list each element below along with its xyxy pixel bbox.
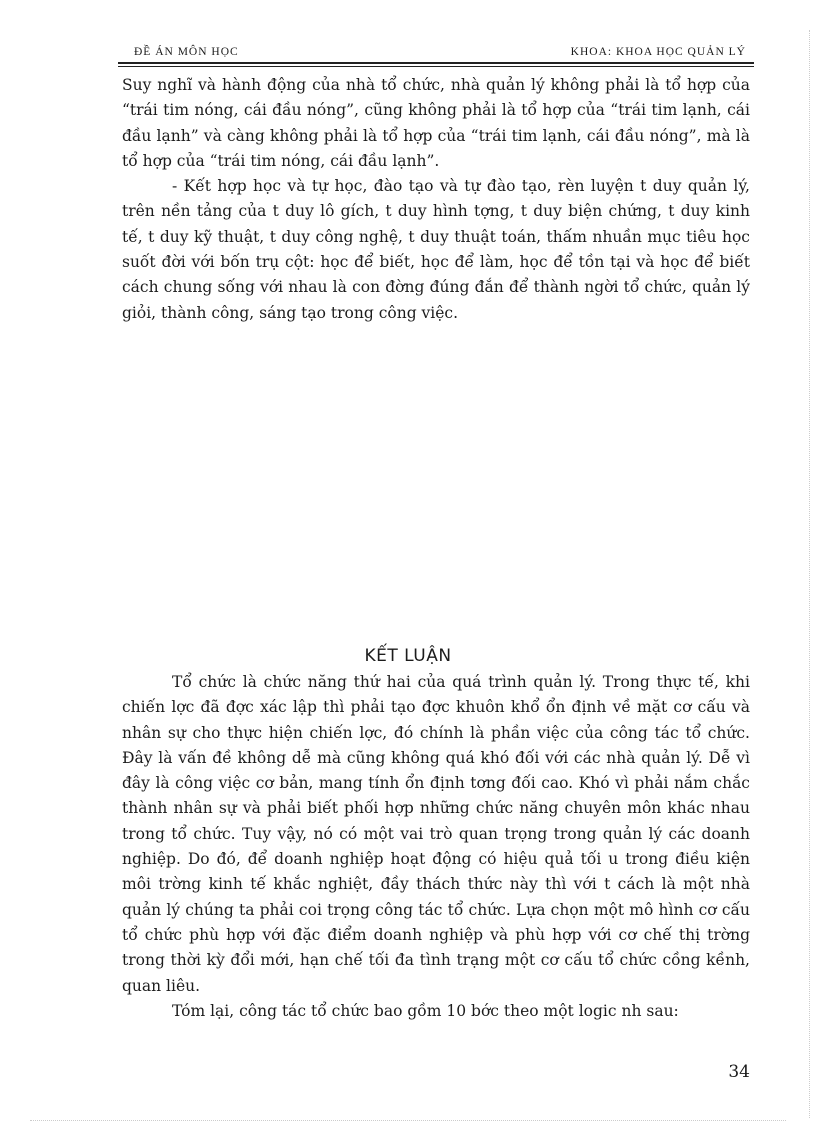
paragraph: Suy nghĩ và hành động của nhà tổ chức, nhà quản lý không phải là tổ hợp của “trái tim nóng, cái đầu nóng”, cũng không phải là tổ hợp của “trái tim lạnh, cái đầu lạnh” và càng không phải là tổ hợp của “trái tim lạnh, cái đầu nóng”, mà là tổ hợp của “trái tim nóng, cái đầu lạnh”. bbox=[122, 76, 750, 170]
page-border-right bbox=[809, 30, 810, 1118]
paragraph: Tổ chức là chức năng thứ hai của quá trình quản lý. Trong thực tế, khi chiến lợc đã đợc xác lập thì phải tạo đợc khuôn khổ ổn định về mặt cơ cấu và nhân sự cho thực hiện chiến lợc, đó chính là phần việc của công tác tổ chức. Đây là vấn đề không dễ mà cũng không quá khó đối với các nhà quản lý. Dễ vì đây là công việc cơ bản, mang tính ổn định tơng đối cao. Khó vì phải nắm chắc thành nhân sự và phải biết phối hợp những chức năng chuyên môn khác nhau trong tổ chức. Tuy vậy, nó có một vai trò quan trọng trong quản lý các doanh nghiệp. Do đó, để doanh nghiệp hoạt động có hiệu quả tối u trong điều kiện môi trờng kinh tế khắc nghiệt, đầy thách thức này thì với t cách là một nhà quản lý chúng ta phải coi trọng công tác tổ chức. Lựa chọn một mô hình cơ cấu tổ chức phù hợp với đặc điểm doanh nghiệp và phù hợp với cơ chế thị trờng trong thời kỳ đổi mới, hạn chế tối đa tình trạng một cơ cấu tổ chức cồng kềnh, quan liêu. bbox=[122, 673, 750, 995]
page-border-bottom bbox=[30, 1120, 786, 1121]
body-section-top bbox=[122, 73, 750, 326]
paragraph: Tóm lại, công tác tổ chức bao gồm 10 bớc theo một logic nh sau: bbox=[172, 1001, 679, 1020]
conclusion-section bbox=[122, 670, 750, 1024]
conclusion-heading: KẾT LUẬN bbox=[364, 646, 452, 666]
header-rule-thin bbox=[118, 66, 754, 67]
page-number: 34 bbox=[728, 1062, 750, 1082]
header-course-title: ĐỀ ÁN MÔN HỌC bbox=[134, 46, 239, 58]
header-rule-thick bbox=[118, 62, 754, 64]
paragraph: - Kết hợp học và tự học, đào tạo và tự đào tạo, rèn luyện t duy quản lý, trên nền tảng của t duy lô gích, t duy hình tợng, t duy biện chứng, t duy kinh tế, t duy kỹ thuật, t duy công nghệ, t duy thuật toán, thấm nhuần mục tiêu học suốt đời với bốn trụ cột: học để biết, học để làm, học để tồn tại và học để biết cách chung sống với nhau là con đờng đúng đắn để thành ngời tổ chức, quản lý giỏi, thành công, sáng tạo trong công việc. bbox=[122, 177, 750, 322]
header-faculty: KHOA: KHOA HỌC QUẢN LÝ bbox=[570, 46, 746, 58]
